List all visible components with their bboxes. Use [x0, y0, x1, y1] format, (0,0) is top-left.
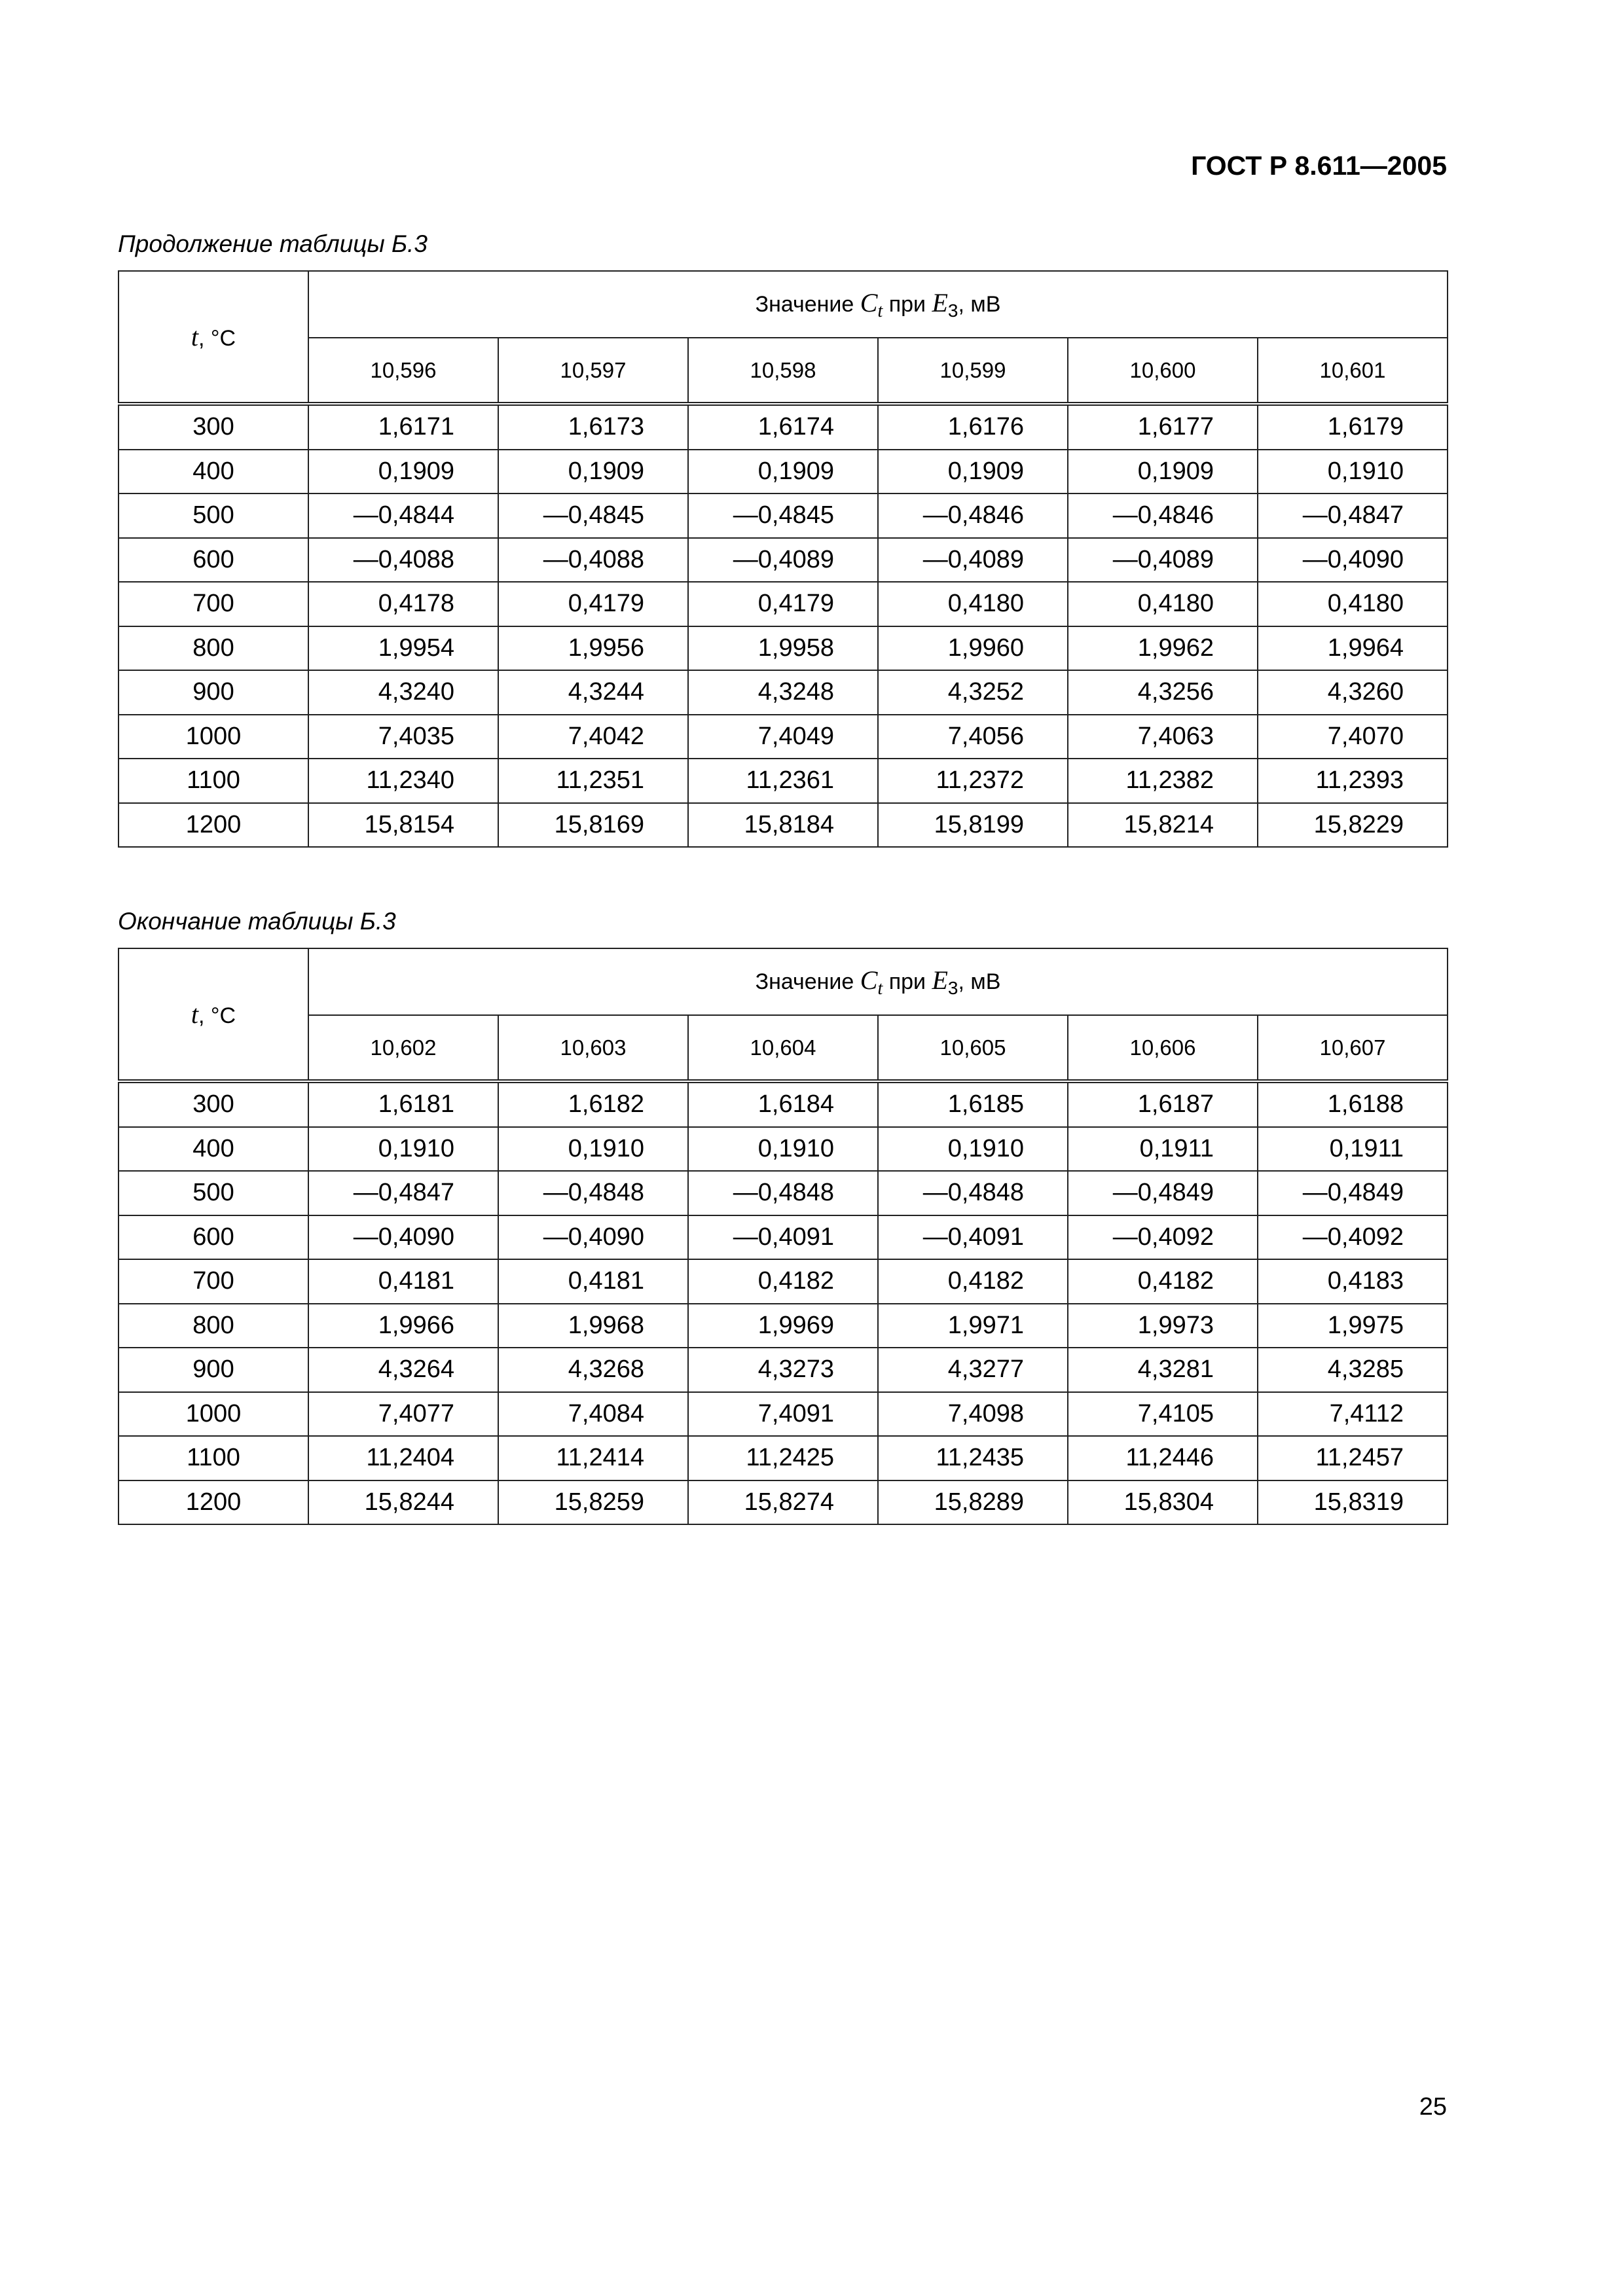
table-row — [119, 582, 1448, 626]
value-cell: 1,6171 — [308, 404, 498, 450]
value-cell: 7,4035 — [308, 715, 498, 759]
value-cell: 7,4077 — [308, 1392, 498, 1437]
value-cell: 15,8214 — [1068, 803, 1258, 848]
value-group-header: Значение $C_t$ при $E_3$, мВ — [308, 271, 1448, 338]
value-cell: —0,4845 — [498, 493, 688, 538]
value-cell: 15,8184 — [688, 803, 878, 848]
temperature-cell: 500 — [119, 493, 308, 538]
temperature-cell: 900 — [119, 1348, 308, 1392]
value-cell: 1,6182 — [498, 1081, 688, 1127]
value-cell: 4,3281 — [1068, 1348, 1258, 1392]
value-cell: 0,1909 — [498, 450, 688, 494]
value-cell: 0,1910 — [688, 1127, 878, 1172]
table-row — [119, 1081, 1448, 1127]
value-cell: 11,2425 — [688, 1436, 878, 1480]
value-cell: 11,2414 — [498, 1436, 688, 1480]
value-cell: 1,6187 — [1068, 1081, 1258, 1127]
value-cell: 0,1910 — [878, 1127, 1068, 1172]
value-cell: 7,4042 — [498, 715, 688, 759]
value-cell: 1,9966 — [308, 1304, 498, 1348]
temperature-cell: 600 — [119, 1215, 308, 1260]
value-cell: 4,3248 — [688, 670, 878, 715]
value-cell: 1,9960 — [878, 626, 1068, 671]
temperature-cell: 700 — [119, 582, 308, 626]
value-cell: 11,2404 — [308, 1436, 498, 1480]
table-row — [119, 1259, 1448, 1304]
value-cell: 7,4112 — [1258, 1392, 1448, 1437]
column-header: 10,598 — [688, 338, 878, 404]
value-cell: 7,4049 — [688, 715, 878, 759]
value-cell: —0,4092 — [1068, 1215, 1258, 1260]
value-cell: 0,1909 — [1068, 450, 1258, 494]
value-cell: —0,4092 — [1258, 1215, 1448, 1260]
table-row — [119, 803, 1448, 848]
temperature-cell: 500 — [119, 1171, 308, 1215]
table-row — [119, 493, 1448, 538]
value-cell: 11,2446 — [1068, 1436, 1258, 1480]
value-cell: 4,3260 — [1258, 670, 1448, 715]
value-cell: 7,4098 — [878, 1392, 1068, 1437]
value-cell: 7,4063 — [1068, 715, 1258, 759]
temperature-cell: 1100 — [119, 1436, 308, 1480]
value-cell: 0,4182 — [1068, 1259, 1258, 1304]
temperature-cell: 800 — [119, 1304, 308, 1348]
value-cell: 11,2457 — [1258, 1436, 1448, 1480]
value-cell: —0,4849 — [1068, 1171, 1258, 1215]
temperature-cell: 900 — [119, 670, 308, 715]
value-cell: —0,4845 — [688, 493, 878, 538]
value-cell: 11,2361 — [688, 759, 878, 803]
table-row — [119, 1304, 1448, 1348]
value-cell: —0,4089 — [688, 538, 878, 583]
value-cell: 1,6173 — [498, 404, 688, 450]
value-cell: —0,4088 — [498, 538, 688, 583]
value-cell: —0,4090 — [498, 1215, 688, 1260]
column-header: 10,599 — [878, 338, 1068, 404]
temperature-cell: 300 — [119, 404, 308, 450]
value-cell: —0,4847 — [308, 1171, 498, 1215]
temperature-cell: 1100 — [119, 759, 308, 803]
temperature-cell: 400 — [119, 450, 308, 494]
value-cell: 0,4180 — [878, 582, 1068, 626]
table-row — [119, 538, 1448, 583]
value-cell: —0,4848 — [498, 1171, 688, 1215]
column-header: 10,603 — [498, 1015, 688, 1081]
value-cell: 11,2393 — [1258, 759, 1448, 803]
value-cell: 1,6174 — [688, 404, 878, 450]
value-cell: 1,9958 — [688, 626, 878, 671]
value-cell: 11,2372 — [878, 759, 1068, 803]
table-caption: Продолжение таблицы Б.3 — [118, 230, 428, 257]
value-cell: 15,8289 — [878, 1480, 1068, 1525]
table-row — [119, 1171, 1448, 1215]
column-header: 10,604 — [688, 1015, 878, 1081]
value-cell: —0,4848 — [878, 1171, 1068, 1215]
value-cell: 7,4091 — [688, 1392, 878, 1437]
value-cell: 11,2435 — [878, 1436, 1068, 1480]
document-code: ГОСТ Р 8.611—2005 — [1191, 151, 1447, 181]
column-header: 10,605 — [878, 1015, 1068, 1081]
value-cell: 7,4084 — [498, 1392, 688, 1437]
table-row — [119, 1127, 1448, 1172]
table-row — [119, 450, 1448, 494]
value-cell: 1,9956 — [498, 626, 688, 671]
temperature-cell: 1000 — [119, 715, 308, 759]
value-cell: 0,4182 — [878, 1259, 1068, 1304]
table-row — [119, 670, 1448, 715]
value-cell: 15,8304 — [1068, 1480, 1258, 1525]
value-cell: 7,4070 — [1258, 715, 1448, 759]
value-cell: —0,4089 — [878, 538, 1068, 583]
value-cell: 4,3244 — [498, 670, 688, 715]
value-cell: 0,4179 — [688, 582, 878, 626]
column-headers-row — [119, 1015, 1448, 1081]
value-cell: 1,9968 — [498, 1304, 688, 1348]
value-cell: 0,1911 — [1068, 1127, 1258, 1172]
value-cell: —0,4844 — [308, 493, 498, 538]
value-cell: 15,8274 — [688, 1480, 878, 1525]
value-cell: 0,4180 — [1258, 582, 1448, 626]
value-cell: 0,1910 — [308, 1127, 498, 1172]
column-header: 10,601 — [1258, 338, 1448, 404]
column-header: 10,602 — [308, 1015, 498, 1081]
value-cell: 1,6188 — [1258, 1081, 1448, 1127]
value-cell: —0,4090 — [1258, 538, 1448, 583]
value-cell: 0,4182 — [688, 1259, 878, 1304]
value-cell: 1,6184 — [688, 1081, 878, 1127]
temperature-cell: 600 — [119, 538, 308, 583]
value-cell: —0,4090 — [308, 1215, 498, 1260]
column-header: 10,596 — [308, 338, 498, 404]
value-cell: —0,4847 — [1258, 493, 1448, 538]
value-cell: 0,4178 — [308, 582, 498, 626]
value-cell: 7,4105 — [1068, 1392, 1258, 1437]
value-cell: 15,8169 — [498, 803, 688, 848]
value-cell: 4,3273 — [688, 1348, 878, 1392]
value-cell: 0,1910 — [498, 1127, 688, 1172]
data-table — [118, 948, 1448, 1525]
value-cell: 1,9954 — [308, 626, 498, 671]
temperature-cell: 800 — [119, 626, 308, 671]
value-cell: 1,6176 — [878, 404, 1068, 450]
value-cell: —0,4091 — [878, 1215, 1068, 1260]
value-cell: 4,3252 — [878, 670, 1068, 715]
table-row — [119, 715, 1448, 759]
value-cell: 0,1911 — [1258, 1127, 1448, 1172]
value-cell: 1,6177 — [1068, 404, 1258, 450]
value-cell: 4,3264 — [308, 1348, 498, 1392]
value-cell: —0,4846 — [1068, 493, 1258, 538]
value-cell: —0,4088 — [308, 538, 498, 583]
value-cell: —0,4848 — [688, 1171, 878, 1215]
t-column-header: t, °C — [119, 948, 308, 1081]
table-row — [119, 1480, 1448, 1525]
t-column-header: t, °C — [119, 271, 308, 404]
value-cell: 0,4181 — [498, 1259, 688, 1304]
column-header: 10,607 — [1258, 1015, 1448, 1081]
value-cell: 0,1910 — [1258, 450, 1448, 494]
value-cell: 1,9971 — [878, 1304, 1068, 1348]
value-cell: —0,4846 — [878, 493, 1068, 538]
temperature-cell: 1000 — [119, 1392, 308, 1437]
value-cell: 1,9973 — [1068, 1304, 1258, 1348]
temperature-cell: 1200 — [119, 1480, 308, 1525]
table-row — [119, 1215, 1448, 1260]
table-row — [119, 1436, 1448, 1480]
column-headers-row — [119, 338, 1448, 404]
value-cell: 0,1909 — [308, 450, 498, 494]
table-row — [119, 404, 1448, 450]
value-cell: 1,9964 — [1258, 626, 1448, 671]
page-number: 25 — [1419, 2093, 1447, 2121]
column-header: 10,606 — [1068, 1015, 1258, 1081]
column-header: 10,597 — [498, 338, 688, 404]
value-cell: 0,1909 — [878, 450, 1068, 494]
value-cell: 1,9969 — [688, 1304, 878, 1348]
value-cell: 0,4183 — [1258, 1259, 1448, 1304]
temperature-cell: 300 — [119, 1081, 308, 1127]
value-cell: 1,6181 — [308, 1081, 498, 1127]
data-table — [118, 270, 1448, 848]
value-cell: 7,4056 — [878, 715, 1068, 759]
value-cell: 15,8259 — [498, 1480, 688, 1525]
column-header: 10,600 — [1068, 338, 1258, 404]
value-cell: 11,2382 — [1068, 759, 1258, 803]
table-row — [119, 759, 1448, 803]
value-cell: 15,8154 — [308, 803, 498, 848]
table-row — [119, 626, 1448, 671]
value-cell: 1,9962 — [1068, 626, 1258, 671]
value-cell: 1,9975 — [1258, 1304, 1448, 1348]
value-cell: —0,4091 — [688, 1215, 878, 1260]
value-cell: 11,2340 — [308, 759, 498, 803]
value-cell: 15,8319 — [1258, 1480, 1448, 1525]
value-cell: 0,4181 — [308, 1259, 498, 1304]
value-cell: 0,4179 — [498, 582, 688, 626]
value-cell: 4,3240 — [308, 670, 498, 715]
value-cell: 15,8229 — [1258, 803, 1448, 848]
value-cell: 4,3268 — [498, 1348, 688, 1392]
value-cell: 4,3256 — [1068, 670, 1258, 715]
value-cell: 15,8244 — [308, 1480, 498, 1525]
value-group-header: Значение $C_t$ при $E_3$, мВ — [308, 948, 1448, 1015]
value-cell: —0,4849 — [1258, 1171, 1448, 1215]
temperature-cell: 1200 — [119, 803, 308, 848]
table-caption: Окончание таблицы Б.3 — [118, 908, 396, 935]
value-cell: 11,2351 — [498, 759, 688, 803]
value-cell: 4,3277 — [878, 1348, 1068, 1392]
temperature-cell: 700 — [119, 1259, 308, 1304]
value-cell: 1,6179 — [1258, 404, 1448, 450]
temperature-cell: 400 — [119, 1127, 308, 1172]
value-cell: 1,6185 — [878, 1081, 1068, 1127]
value-cell: 4,3285 — [1258, 1348, 1448, 1392]
table-row — [119, 1392, 1448, 1437]
value-cell: 15,8199 — [878, 803, 1068, 848]
table-row — [119, 1348, 1448, 1392]
value-cell: 0,4180 — [1068, 582, 1258, 626]
value-cell: —0,4089 — [1068, 538, 1258, 583]
value-cell: 0,1909 — [688, 450, 878, 494]
